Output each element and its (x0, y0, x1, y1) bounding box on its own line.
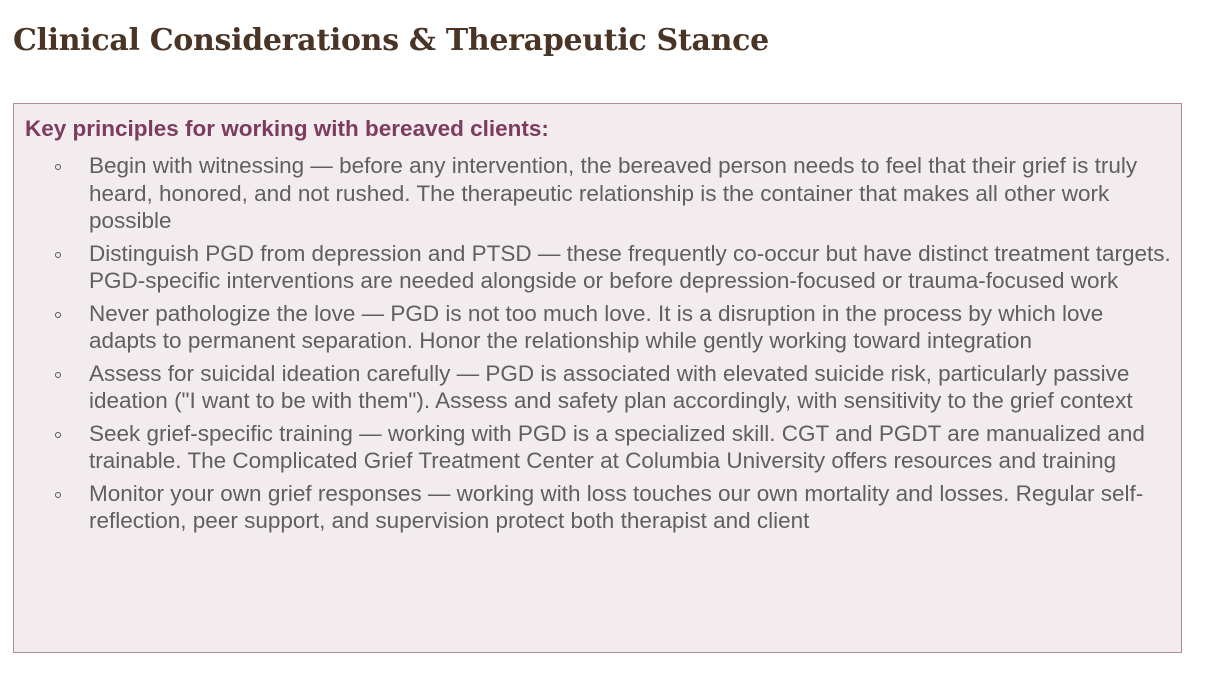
hollow-circle-bullet-icon (55, 492, 61, 498)
key-principles-heading: Key principles for working with bereaved clients: (25, 116, 549, 141)
principles-list (14, 152, 1174, 535)
list-item (89, 420, 1174, 475)
key-principles-box (13, 103, 1182, 653)
list-item (89, 300, 1174, 355)
hollow-circle-bullet-icon (55, 252, 61, 258)
list-item (89, 240, 1174, 295)
list-item-text: Assess for suicidal ideation carefully — PGD is associated with elevated suicide risk, particularly passive ideation ("I want to be with them"). Assess and safety plan accordingly, with sensitivity to the grief context (89, 360, 1133, 413)
hollow-circle-bullet-icon (55, 164, 61, 170)
list-item-text: Distinguish PGD from depression and PTSD — these frequently co-occur but have distinct treatment targets. PGD-specific interventions are needed alongside or before depression-focused or trauma-focused work (89, 240, 1171, 293)
hollow-circle-bullet-icon (55, 372, 61, 378)
hollow-circle-bullet-icon (55, 432, 61, 438)
list-item-text: Seek grief-specific training — working with PGD is a specialized skill. CGT and PGDT are manualized and trainable. The Complicated Grief Treatment Center at Columbia University offers resources and training (89, 420, 1145, 473)
list-item (89, 152, 1174, 235)
list-item (89, 360, 1174, 415)
list-item-text: Begin with witnessing — before any intervention, the bereaved person needs to feel that their grief is truly heard, honored, and not rushed. The therapeutic relationship is the container that makes all other work possible (89, 153, 1138, 233)
list-item (89, 480, 1174, 535)
section-title: Clinical Considerations & Therapeutic Stance (13, 23, 769, 58)
hollow-circle-bullet-icon (55, 312, 61, 318)
list-item-text: Never pathologize the love — PGD is not too much love. It is a disruption in the process by which love adapts to permanent separation. Honor the relationship while gently working toward integration (89, 300, 1104, 353)
list-item-text: Monitor your own grief responses — working with loss touches our own mortality and losses. Regular self-reflection, peer support, and supervision protect both therapist and client (89, 480, 1144, 533)
